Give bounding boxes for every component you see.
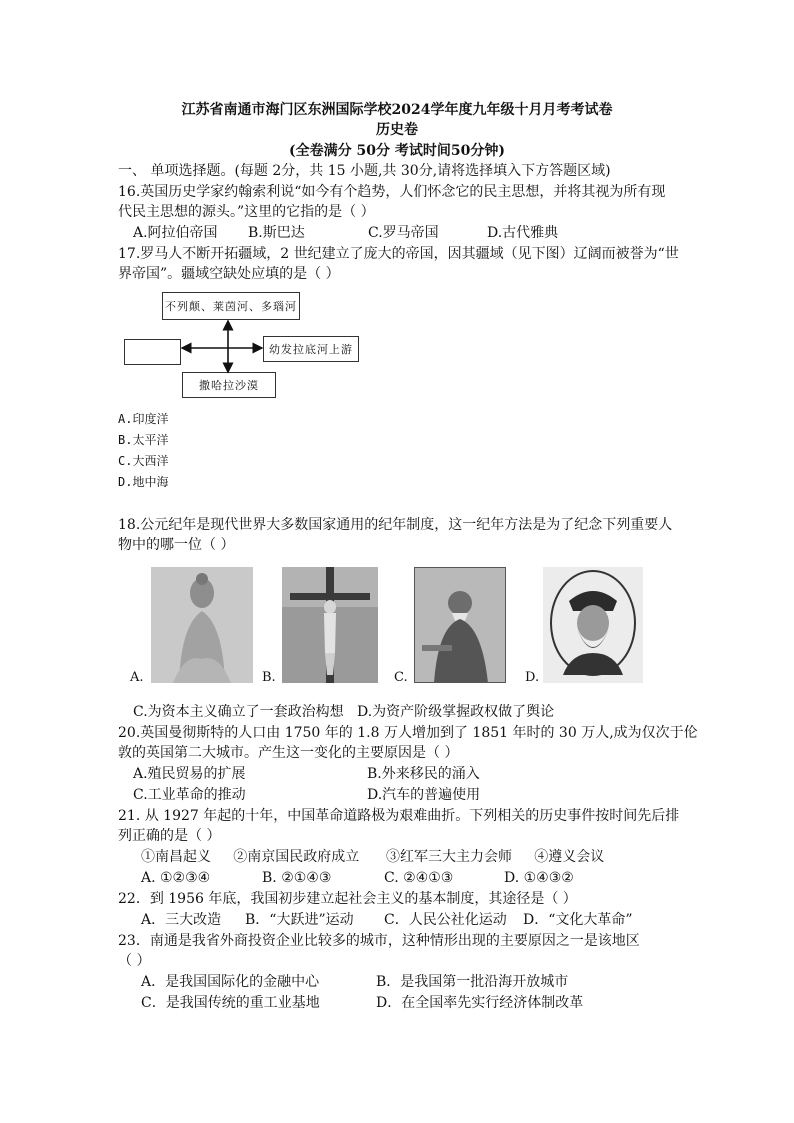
q16-option-d: D.古代雅典 — [487, 225, 559, 241]
exam-title: 江苏省南通市海门区东洲国际学校2024学年度九年级十月月考考试卷 — [181, 102, 613, 118]
q17-option-d: D.地中海 — [118, 475, 169, 489]
section-heading: 一、 单项选择题。(每题 2分，共 15 小题,共 30分,请将选择填入下方答题区域) — [118, 163, 611, 179]
map-north-box: 不列颠、莱茵河、多瑙河 — [162, 292, 300, 320]
q18-label-c: C. — [394, 670, 408, 685]
q22-option-a: A．三大改造 — [141, 912, 222, 928]
map-east-box: 幼发拉底河上游 — [263, 336, 359, 362]
q23-stem-line2: （ ） — [118, 953, 151, 969]
q22-option-b: B．“大跃进”运动 — [245, 912, 354, 928]
buddha-statue-image — [151, 567, 253, 683]
bearded-man-portrait-image — [543, 567, 643, 683]
q16-option-c: C.罗马帝国 — [368, 225, 439, 241]
q22-stem: 22．到 1956 年底，我国初步建立起社会主义的基本制度，其途径是（ ） — [118, 891, 577, 907]
q20-option-a: A.殖民贸易的扩展 — [133, 766, 246, 782]
q18-label-d: D. — [525, 670, 540, 685]
q19-option-d: D.为资产阶级掌握政权做了舆论 — [357, 704, 555, 720]
q19-option-c: C.为资本主义确立了一套政治构想 — [133, 704, 344, 720]
q21-option-b: B. ②①④③ — [262, 870, 332, 886]
crucifix-image — [282, 567, 378, 683]
q16-option-a: A.阿拉伯帝国 — [133, 225, 218, 241]
q17-option-b: B.太平洋 — [118, 433, 169, 447]
q23-option-b: B．是我国第一批沿海开放城市 — [376, 974, 569, 990]
exam-subtitle: 历史卷 — [376, 122, 418, 138]
q21-option-c: C. ②④①③ — [384, 870, 454, 886]
q17-stem-line1: 17.罗马人不断开拓疆域，2 世纪建立了庞大的帝国，因其疆域（见下图）辽阔而被誉为“世 — [118, 246, 679, 262]
q18-stem-line2: 物中的哪一位（ ） — [118, 537, 235, 553]
q21-stem-line2: 列正确的是（ ） — [118, 828, 221, 844]
q22-option-c: C．人民公社化运动 — [384, 912, 507, 928]
map-compass-arrows — [176, 314, 272, 380]
q17-option-a: A.印度洋 — [118, 412, 169, 426]
q20-option-d: D.汽车的普遍使用 — [367, 787, 481, 803]
map-west-blank-box — [124, 339, 181, 365]
exam-info: (全卷满分 50分 考试时间50分钟) — [289, 143, 505, 159]
q21-stem-line1: 21. 从 1927 年起的十年，中国革命道路极为艰难曲折。下列相关的历史事件按时间先后排 — [118, 808, 680, 824]
q23-option-a: A．是我国国际化的金融中心 — [141, 974, 320, 990]
q22-option-d: D．“文化大革命” — [523, 912, 633, 928]
q23-option-d: D．在全国率先实行经济体制改革 — [376, 995, 584, 1011]
q18-stem-line1: 18.公元纪年是现代世界大多数国家通用的纪年制度，这一纪年方法是为了纪念下列重要人 — [118, 517, 673, 533]
q21-option-a: A. ①②③④ — [141, 870, 211, 886]
q16-stem-line2: 代民主思想的源头。”这里的它指的是（ ） — [118, 204, 375, 220]
q18-label-b: B. — [262, 670, 276, 685]
q20-stem-line2: 敦的英国第二大城市。产生这一变化的主要原因是（ ） — [118, 745, 459, 761]
scholar-engraving-image — [414, 567, 506, 683]
q17-option-c: C.大西洋 — [118, 454, 169, 468]
q20-option-c: C.工业革命的推动 — [133, 787, 246, 803]
map-south-box: 撒哈拉沙漠 — [182, 372, 276, 398]
q16-option-b: B.斯巴达 — [248, 225, 305, 241]
q18-label-a: A. — [130, 670, 144, 685]
q20-option-b: B.外来移民的涌入 — [367, 766, 480, 782]
q23-stem-line1: 23．南通是我省外商投资企业比较多的城市，这种情形出现的主要原因之一是该地区 — [118, 933, 640, 949]
q16-stem-line1: 16.英国历史学家约翰索利说“如今有个趋势，人们怀念它的民主思想，并将其视为所有现 — [118, 184, 666, 200]
q17-stem-line2: 界帝国”。疆域空缺处应填的是（ ） — [118, 266, 340, 282]
q20-stem-line1: 20.英国曼彻斯特的人口由 1750 年的 1.8 万人增加到了 1851 年时的 30 万人,成为仅次于伦 — [118, 725, 698, 741]
q21-option-d: D. ①④③② — [504, 870, 574, 886]
q23-option-c: C．是我国传统的重工业基地 — [141, 995, 320, 1011]
q21-event-list: ①南昌起义 ②南京国民政府成立 ③红军三大主力会师 ④遵义会议 — [141, 849, 605, 865]
